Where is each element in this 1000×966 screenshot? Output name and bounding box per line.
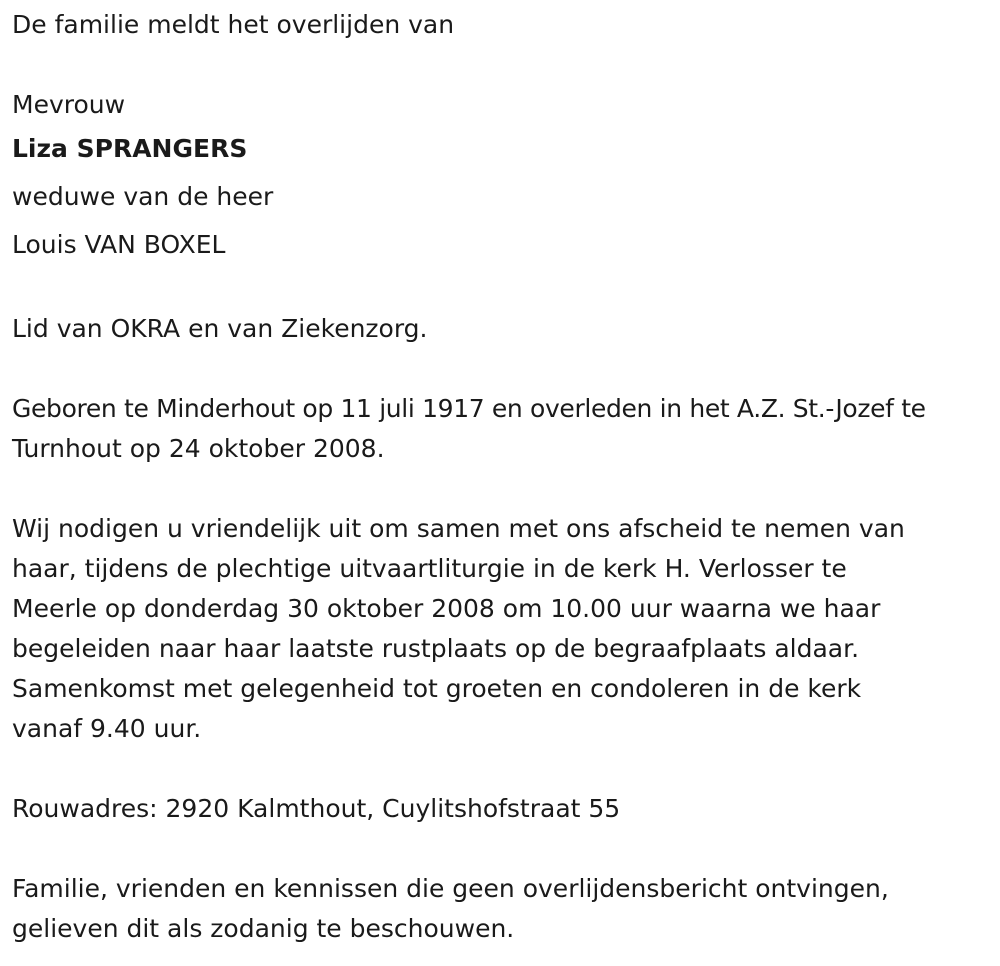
relation-text: weduwe van de heer bbox=[12, 182, 274, 211]
paragraph-line: Meerle op donderdag 30 oktober 2008 om 10.00 uur waarna we haar bbox=[12, 594, 881, 623]
deceased-name: Liza SPRANGERS bbox=[12, 134, 248, 163]
closing-paragraph bbox=[12, 869, 997, 949]
invitation-paragraph bbox=[12, 509, 997, 749]
paragraph-line: gelieven dit als zodanig te beschouwen. bbox=[12, 914, 515, 943]
mourning-address: Rouwadres: 2920 Kalmthout, Cuylitshofstraat 55 bbox=[12, 794, 621, 823]
spouse-name: Louis VAN BOXEL bbox=[12, 230, 226, 259]
spacer bbox=[12, 469, 997, 509]
membership-text: Lid van OKRA en van Ziekenzorg. bbox=[12, 314, 428, 343]
paragraph-line: Familie, vrienden en kennissen die geen overlijdensbericht ontvingen, bbox=[12, 874, 889, 903]
paragraph-line: haar, tijdens de plechtige uitvaartliturgie in de kerk H. Verlosser te bbox=[12, 554, 847, 583]
spacer bbox=[12, 749, 997, 789]
spacer bbox=[12, 45, 997, 85]
paragraph-line: vanaf 9.40 uur. bbox=[12, 714, 202, 743]
spacer bbox=[12, 349, 997, 389]
birth-death-paragraph bbox=[12, 389, 997, 469]
paragraph-line: Geboren te Minderhout op 11 juli 1917 en overleden in het A.Z. St.-Jozef te bbox=[12, 394, 926, 423]
paragraph-line: Samenkomst met gelegenheid tot groeten en condoleren in de kerk bbox=[12, 674, 862, 703]
paragraph-line: Wij nodigen u vriendelijk uit om samen met ons afscheid te nemen van bbox=[12, 514, 905, 543]
paragraph-line: Turnhout op 24 oktober 2008. bbox=[12, 434, 385, 463]
spacer bbox=[12, 829, 997, 869]
spacer bbox=[12, 269, 997, 309]
intro-text: De familie meldt het overlijden van bbox=[12, 10, 455, 39]
paragraph-line: begeleiden naar haar laatste rustplaats op de begraafplaats aldaar. bbox=[12, 634, 860, 663]
salutation: Mevrouw bbox=[12, 90, 126, 119]
